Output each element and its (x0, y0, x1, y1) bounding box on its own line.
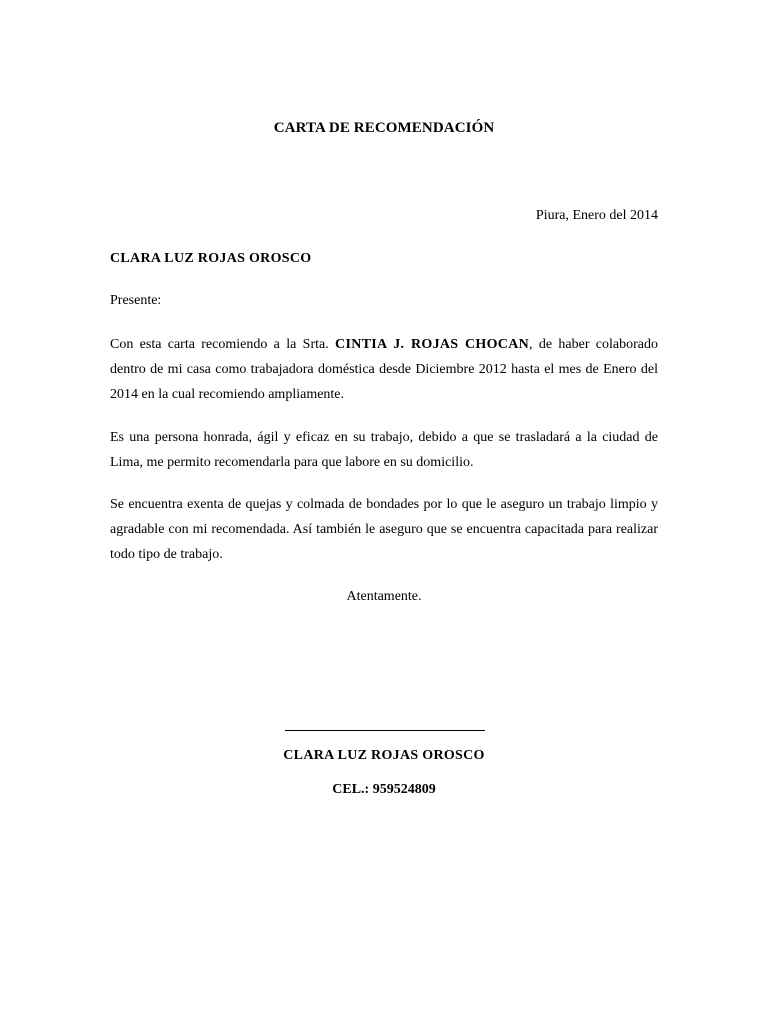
paragraph-2: Es una persona honrada, ágil y eficaz en su trabajo, debido a que se trasladará a la ciudad de Lima, me permito recomendarla para que labore en su domicilio. (110, 430, 658, 470)
signature-name: CLARA LUZ ROJAS OROSCO (283, 748, 485, 763)
letter-title: CARTA DE RECOMENDACIÓN (273, 120, 495, 136)
letter-date: Piura, Enero del 2014 (535, 208, 658, 223)
greeting: Presente: (110, 293, 162, 308)
paragraph-1-start: Con esta carta recomiendo a la Srta. (110, 337, 336, 352)
closing: Atentamente. (346, 589, 422, 604)
paragraph-1-end: , de haber colaborado dentro de mi casa como trabajadora doméstica desde Diciembre 2012 hasta el mes de Enero del 2014 en la cual recomiendo ampliamente. (110, 337, 659, 402)
paragraph-1 (110, 332, 658, 407)
signature-line (285, 730, 485, 731)
signature-phone: CEL.: 959524809 (332, 782, 436, 797)
paragraph-3: Se encuentra exenta de quejas y colmada de bondades por lo que le aseguro un trabajo limpio y agradable con mi recomendada. Así también le aseguro que se encuentra capacitada para realizar todo tipo de trabajo. (110, 497, 658, 562)
recommended-person-name: CINTIA J. ROJAS CHOCAN (335, 337, 530, 352)
recipient-name: CLARA LUZ ROJAS OROSCO (110, 251, 312, 266)
